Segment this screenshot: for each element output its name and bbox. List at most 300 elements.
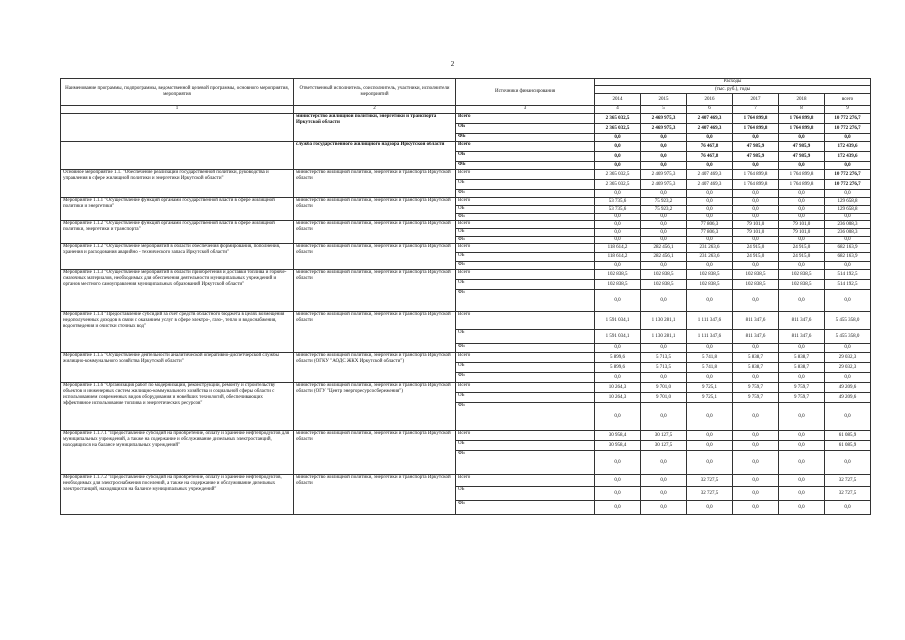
year-value-cell: 0,0 bbox=[779, 431, 825, 441]
total-cell: 0,0 bbox=[825, 134, 871, 142]
year-value-cell: 0,0 bbox=[641, 152, 687, 162]
responsible-cell: министерство жилищной политики, энергетики и транспорта Иркутской области bbox=[294, 198, 456, 221]
table-row bbox=[61, 353, 871, 363]
year-value-cell: 76 467,8 bbox=[687, 142, 733, 152]
year-value-cell: 102 838,5 bbox=[733, 280, 779, 290]
source-cell: ОБ bbox=[456, 206, 595, 214]
table-row bbox=[61, 221, 871, 229]
source-cell: Всего bbox=[456, 114, 595, 124]
year-value-cell: 118 614,2 bbox=[595, 244, 641, 253]
table-row bbox=[61, 244, 871, 253]
source-cell: ОБ bbox=[456, 441, 595, 451]
source-cell: ОБ bbox=[456, 280, 595, 290]
header-year: 2014 bbox=[595, 94, 641, 106]
year-value-cell: 0,0 bbox=[687, 501, 733, 515]
event-name-cell: Мероприятие 1.1.5 "Осуществление деятельности аналитической оперативно-диспетчерской службы жилищно-коммунального хозяйства Иркутской области" bbox=[61, 353, 294, 383]
event-name-cell: Мероприятие 1.1.2 "Осуществление функций органами государственной власти в сфере жилищной политики, энергетики и транспорта" bbox=[61, 221, 294, 244]
year-value-cell: 1 764 899,8 bbox=[733, 170, 779, 180]
total-cell: 0,0 bbox=[825, 501, 871, 515]
year-value-cell: 102 838,5 bbox=[595, 270, 641, 280]
column-index: 9 bbox=[825, 106, 871, 114]
year-value-cell: 2 407 469,3 bbox=[687, 170, 733, 180]
year-value-cell: 0,0 bbox=[733, 198, 779, 206]
year-value-cell: 0,0 bbox=[779, 290, 825, 312]
year-value-cell: 9 759,7 bbox=[779, 383, 825, 393]
event-name-cell: Мероприятие 1.1.4 "Предоставление субсидий за счет средств областного бюджета в целях возмещения недополученных доходов в связи с оказанием услуг в сфере электро-, газо-, тепло и водоснабжения, водоотведения и очистки сточных вод" bbox=[61, 312, 294, 353]
year-value-cell: 0,0 bbox=[733, 475, 779, 487]
year-value-cell: 47 985,9 bbox=[733, 152, 779, 162]
year-value-cell: 0,0 bbox=[595, 237, 641, 244]
year-value-cell: 0,0 bbox=[687, 403, 733, 431]
year-value-cell: 1 591 034,1 bbox=[595, 312, 641, 330]
event-name-cell: Основное мероприятие 1.1. "Обеспечение реализации государственной политики, руководства и управления в сфере жилищной политики и энергетики Иркутской области" bbox=[61, 170, 294, 198]
source-cell: ФБ bbox=[456, 237, 595, 244]
year-value-cell: 102 838,5 bbox=[595, 280, 641, 290]
total-cell: 61 085,9 bbox=[825, 441, 871, 451]
year-value-cell: 1 111 347,6 bbox=[687, 312, 733, 330]
total-cell: 5 455 358,0 bbox=[825, 312, 871, 330]
year-value-cell: 102 838,5 bbox=[687, 270, 733, 280]
year-value-cell: 0,0 bbox=[779, 487, 825, 501]
header-year: 2015 bbox=[641, 94, 687, 106]
year-value-cell: 5 899,6 bbox=[595, 363, 641, 373]
year-value-cell: 0,0 bbox=[595, 214, 641, 221]
year-value-cell: 0,0 bbox=[641, 487, 687, 501]
year-value-cell: 0,0 bbox=[595, 190, 641, 198]
year-value-cell: 0,0 bbox=[641, 142, 687, 152]
total-cell: 514 192,5 bbox=[825, 280, 871, 290]
year-value-cell: 2 365 032,5 bbox=[595, 124, 641, 134]
total-cell: 0,0 bbox=[825, 237, 871, 244]
year-value-cell: 102 838,5 bbox=[779, 270, 825, 280]
year-value-cell: 79 101,0 bbox=[733, 229, 779, 237]
total-cell: 32 727,5 bbox=[825, 475, 871, 487]
year-value-cell: 9 759,7 bbox=[733, 383, 779, 393]
year-value-cell: 0,0 bbox=[733, 451, 779, 475]
year-value-cell: 5 741,8 bbox=[687, 363, 733, 373]
year-value-cell: 0,0 bbox=[595, 290, 641, 312]
year-value-cell: 75 923,2 bbox=[641, 206, 687, 214]
year-value-cell: 5 713,5 bbox=[641, 363, 687, 373]
total-cell: 10 772 276,7 bbox=[825, 124, 871, 134]
year-value-cell: 0,0 bbox=[733, 441, 779, 451]
year-value-cell: 0,0 bbox=[595, 152, 641, 162]
total-cell: 0,0 bbox=[825, 451, 871, 475]
source-cell: ОБ bbox=[456, 152, 595, 162]
year-value-cell: 0,0 bbox=[687, 373, 733, 383]
year-value-cell: 102 838,5 bbox=[779, 280, 825, 290]
source-cell: ФБ bbox=[456, 290, 595, 312]
source-cell: Всего bbox=[456, 221, 595, 229]
year-value-cell: 79 101,0 bbox=[733, 221, 779, 229]
source-cell: ОБ bbox=[456, 253, 595, 262]
year-value-cell: 0,0 bbox=[687, 190, 733, 198]
total-cell: 682 163,9 bbox=[825, 253, 871, 262]
year-value-cell: 0,0 bbox=[641, 373, 687, 383]
total-cell: 236 008,3 bbox=[825, 229, 871, 237]
year-value-cell: 24 915,0 bbox=[779, 253, 825, 262]
table-row bbox=[61, 383, 871, 393]
table-row bbox=[61, 270, 871, 280]
year-value-cell: 2 469 975,3 bbox=[641, 114, 687, 124]
source-cell: Всего bbox=[456, 270, 595, 280]
year-value-cell: 0,0 bbox=[733, 403, 779, 431]
responsible-cell: министерство жилищной политики, энергетики и транспорта Иркутской области bbox=[294, 431, 456, 475]
year-value-cell: 102 838,5 bbox=[733, 270, 779, 280]
header-year: 2017 bbox=[733, 94, 779, 106]
total-cell: 0,0 bbox=[825, 262, 871, 270]
year-value-cell: 0,0 bbox=[779, 237, 825, 244]
year-value-cell: 5 899,6 bbox=[595, 353, 641, 363]
year-value-cell: 0,0 bbox=[641, 237, 687, 244]
source-cell: ФБ bbox=[456, 403, 595, 431]
responsible-cell: министерство жилищной политики, энергетики и транспорта Иркутской области (ОГКУ "АОДС ЖКХ Иркутской области") bbox=[294, 353, 456, 383]
year-value-cell: 30 958,4 bbox=[595, 441, 641, 451]
source-cell: Всего bbox=[456, 431, 595, 441]
year-value-cell: 1 764 899,8 bbox=[733, 180, 779, 190]
source-cell: ОБ bbox=[456, 363, 595, 373]
year-value-cell: 282 456,1 bbox=[641, 253, 687, 262]
year-value-cell: 75 923,2 bbox=[641, 198, 687, 206]
year-value-cell: 0,0 bbox=[733, 344, 779, 353]
year-value-cell: 0,0 bbox=[733, 373, 779, 383]
year-value-cell: 2 365 032,5 bbox=[595, 180, 641, 190]
year-value-cell: 0,0 bbox=[733, 431, 779, 441]
responsible-cell: министерство жилищной политики, энергетики и транспорта Иркутской области (ОГУ "Центр энергоресурсосбережения") bbox=[294, 383, 456, 431]
source-cell: Всего bbox=[456, 475, 595, 487]
year-value-cell: 0,0 bbox=[779, 451, 825, 475]
year-value-cell: 0,0 bbox=[687, 134, 733, 142]
source-cell: Всего bbox=[456, 142, 595, 152]
year-value-cell: 0,0 bbox=[779, 344, 825, 353]
year-value-cell: 24 915,0 bbox=[733, 244, 779, 253]
header-units: (тыс. руб.), годы bbox=[595, 86, 871, 94]
responsible-cell: министерство жилищной политики, энергетики и транспорта Иркутской области bbox=[294, 170, 456, 198]
year-value-cell: 102 838,5 bbox=[641, 270, 687, 280]
source-cell: Всего bbox=[456, 353, 595, 363]
year-value-cell: 0,0 bbox=[733, 134, 779, 142]
year-value-cell: 0,0 bbox=[733, 262, 779, 270]
total-cell: 29 032,3 bbox=[825, 353, 871, 363]
column-index: 3 bbox=[456, 106, 595, 114]
column-index: 2 bbox=[294, 106, 456, 114]
year-value-cell: 0,0 bbox=[687, 214, 733, 221]
source-cell: Всего bbox=[456, 312, 595, 330]
total-cell: 29 032,3 bbox=[825, 363, 871, 373]
year-value-cell: 0,0 bbox=[641, 403, 687, 431]
responsible-cell: министерство жилищной политики, энергетики и транспорта Иркутской области bbox=[294, 312, 456, 353]
table-row bbox=[61, 198, 871, 206]
year-value-cell: 2 407 469,3 bbox=[687, 180, 733, 190]
responsible-cell: министерство жилищной политики, энергетики и транспорта Иркутской области bbox=[294, 270, 456, 312]
year-value-cell: 0,0 bbox=[595, 451, 641, 475]
year-value-cell: 5 713,5 bbox=[641, 353, 687, 363]
responsible-cell: служба государственного жилищного надзора Иркутской области bbox=[294, 142, 456, 170]
year-value-cell: 0,0 bbox=[733, 206, 779, 214]
event-name-cell: Мероприятие 1.1.3 "Осуществление мероприятий в области приобретения и доставки топлива и горюче-смазочных материалов, необходимых для обеспечения деятельности муниципальных учреждений и органов местного самоуправления муниципальных образований Иркутской области" bbox=[61, 270, 294, 312]
year-value-cell: 0,0 bbox=[779, 403, 825, 431]
year-value-cell: 2 469 975,3 bbox=[641, 180, 687, 190]
year-value-cell: 0,0 bbox=[595, 475, 641, 487]
responsible-cell: министерство жилищной политики, энергетики и транспорта Иркутской области bbox=[294, 244, 456, 270]
expenses-table bbox=[60, 78, 871, 515]
year-value-cell: 0,0 bbox=[779, 190, 825, 198]
year-value-cell: 47 985,9 bbox=[779, 152, 825, 162]
year-value-cell: 0,0 bbox=[687, 162, 733, 170]
table-row bbox=[61, 114, 871, 124]
year-value-cell: 0,0 bbox=[641, 501, 687, 515]
source-cell: ФБ bbox=[456, 134, 595, 142]
year-value-cell: 53 735,6 bbox=[595, 198, 641, 206]
year-value-cell: 30 127,5 bbox=[641, 431, 687, 441]
year-value-cell: 0,0 bbox=[641, 162, 687, 170]
year-value-cell: 10 264,3 bbox=[595, 383, 641, 393]
source-cell: ФБ bbox=[456, 214, 595, 221]
total-cell: 129 658,8 bbox=[825, 206, 871, 214]
year-value-cell: 0,0 bbox=[595, 142, 641, 152]
year-value-cell: 0,0 bbox=[595, 344, 641, 353]
header-name: Наименование программы, подпрограммы, ведомственной целевой программы, основного мероприятия, мероприятия bbox=[61, 79, 294, 106]
total-cell: 49 209,6 bbox=[825, 383, 871, 393]
total-cell: 129 658,8 bbox=[825, 198, 871, 206]
year-value-cell: 5 838,7 bbox=[779, 353, 825, 363]
year-value-cell: 30 958,4 bbox=[595, 431, 641, 441]
year-value-cell: 0,0 bbox=[779, 162, 825, 170]
year-value-cell: 0,0 bbox=[641, 214, 687, 221]
year-value-cell: 30 127,5 bbox=[641, 441, 687, 451]
column-index: 1 bbox=[61, 106, 294, 114]
year-value-cell: 77 806,3 bbox=[687, 221, 733, 229]
year-value-cell: 9 701,0 bbox=[641, 393, 687, 403]
year-value-cell: 0,0 bbox=[595, 221, 641, 229]
year-value-cell: 2 365 032,5 bbox=[595, 170, 641, 180]
event-name-cell: Мероприятие 1.1.2 "Осуществление мероприятий в области обеспечения формирования, пополнения, хранения и расходования аварийно - технического запаса Иркутской области" bbox=[61, 244, 294, 270]
table-row bbox=[61, 170, 871, 180]
table-row bbox=[61, 475, 871, 487]
year-value-cell: 0,0 bbox=[733, 190, 779, 198]
year-value-cell: 0,0 bbox=[733, 290, 779, 312]
responsible-cell: министерство жилищной политики, энергетики и транспорта Иркутской области bbox=[294, 221, 456, 244]
year-value-cell: 5 741,8 bbox=[687, 353, 733, 363]
year-value-cell: 1 764 899,8 bbox=[779, 170, 825, 180]
year-value-cell: 1 764 899,8 bbox=[779, 180, 825, 190]
source-cell: Всего bbox=[456, 198, 595, 206]
year-value-cell: 0,0 bbox=[595, 162, 641, 170]
header-year: 2018 bbox=[779, 94, 825, 106]
table-row bbox=[61, 431, 871, 441]
total-cell: 0,0 bbox=[825, 403, 871, 431]
event-name-cell: Мероприятие 1.1.7.1 "Предоставление субсидий на приобретение, оплату и хранение нефтепродуктов для муниципальных учреждений, а также на содержание и обслуживание дизельных электростанций, находящихся на балансе муниципальных учреждений" bbox=[61, 431, 294, 475]
source-cell: ОБ bbox=[456, 180, 595, 190]
year-value-cell: 0,0 bbox=[595, 134, 641, 142]
year-value-cell: 0,0 bbox=[641, 475, 687, 487]
year-value-cell: 1 764 899,8 bbox=[733, 124, 779, 134]
year-value-cell: 53 735,6 bbox=[595, 206, 641, 214]
year-value-cell: 9 725,1 bbox=[687, 393, 733, 403]
year-value-cell: 1 591 034,1 bbox=[595, 330, 641, 344]
year-value-cell: 2 469 975,3 bbox=[641, 124, 687, 134]
year-value-cell: 1 764 899,8 bbox=[779, 114, 825, 124]
year-value-cell: 0,0 bbox=[779, 198, 825, 206]
year-value-cell: 32 727,5 bbox=[687, 487, 733, 501]
total-cell: 0,0 bbox=[825, 344, 871, 353]
source-cell: ОБ bbox=[456, 229, 595, 237]
source-cell: ФБ bbox=[456, 190, 595, 198]
year-value-cell: 0,0 bbox=[687, 290, 733, 312]
source-cell: ФБ bbox=[456, 262, 595, 270]
total-cell: 0,0 bbox=[825, 162, 871, 170]
total-cell: 236 008,3 bbox=[825, 221, 871, 229]
total-cell: 10 772 276,7 bbox=[825, 170, 871, 180]
year-value-cell: 0,0 bbox=[687, 431, 733, 441]
column-index: 6 bbox=[687, 106, 733, 114]
total-cell: 172 439,6 bbox=[825, 142, 871, 152]
year-value-cell: 0,0 bbox=[641, 229, 687, 237]
year-value-cell: 9 759,7 bbox=[779, 393, 825, 403]
total-cell: 5 455 358,0 bbox=[825, 330, 871, 344]
year-value-cell: 5 838,7 bbox=[733, 363, 779, 373]
event-name-cell: Мероприятие 1.1.7.2 "Предоставление субсидий на приобретение, оплату и хранение нефтепродуктов, необходимых для электроснабжения поселений, а также на содержание и обслуживание дизельных электростанций, находящихся на балансе муниципальных учреждений" bbox=[61, 475, 294, 515]
source-cell: Всего bbox=[456, 170, 595, 180]
year-value-cell: 102 838,5 bbox=[641, 280, 687, 290]
year-value-cell: 0,0 bbox=[687, 344, 733, 353]
year-value-cell: 0,0 bbox=[595, 262, 641, 270]
year-value-cell: 0,0 bbox=[779, 134, 825, 142]
year-value-cell: 0,0 bbox=[641, 451, 687, 475]
year-value-cell: 2 407 469,3 bbox=[687, 124, 733, 134]
year-value-cell: 1 130 281,1 bbox=[641, 312, 687, 330]
header-responsible: Ответственный исполнитель, соисполнитель, участники, исполнители мероприятий bbox=[294, 79, 456, 106]
year-value-cell: 79 101,0 bbox=[779, 229, 825, 237]
source-cell: ОБ bbox=[456, 330, 595, 344]
total-cell: 49 209,6 bbox=[825, 393, 871, 403]
year-value-cell: 0,0 bbox=[779, 501, 825, 515]
year-value-cell: 1 130 281,1 bbox=[641, 330, 687, 344]
year-value-cell: 0,0 bbox=[779, 475, 825, 487]
year-value-cell: 0,0 bbox=[641, 344, 687, 353]
source-cell: ОБ bbox=[456, 124, 595, 134]
responsible-cell: министерство жилищной политики, энергетики и транспорта Иркутской области bbox=[294, 114, 456, 142]
source-cell: ОБ bbox=[456, 393, 595, 403]
total-cell: 514 192,5 bbox=[825, 270, 871, 280]
year-value-cell: 2 365 032,5 bbox=[595, 114, 641, 124]
year-value-cell: 24 915,0 bbox=[733, 253, 779, 262]
event-name-cell bbox=[61, 114, 294, 142]
source-cell: ОБ bbox=[456, 487, 595, 501]
column-index: 5 bbox=[641, 106, 687, 114]
source-cell: ФБ bbox=[456, 451, 595, 475]
total-cell: 10 772 276,7 bbox=[825, 180, 871, 190]
year-value-cell: 811 347,6 bbox=[779, 330, 825, 344]
year-value-cell: 811 347,6 bbox=[733, 312, 779, 330]
table-row bbox=[61, 142, 871, 152]
total-cell: 0,0 bbox=[825, 373, 871, 383]
total-cell: 172 439,6 bbox=[825, 152, 871, 162]
year-value-cell: 2 407 469,3 bbox=[687, 114, 733, 124]
column-index: 8 bbox=[779, 106, 825, 114]
year-value-cell: 0,0 bbox=[687, 198, 733, 206]
event-name-cell: Мероприятие 1.1.1 "Осуществление функций органами государственной власти в сфере жилищной политики и энергетики" bbox=[61, 198, 294, 221]
total-cell: 682 163,9 bbox=[825, 244, 871, 253]
page-number: 2 bbox=[450, 60, 455, 68]
year-value-cell: 0,0 bbox=[733, 214, 779, 221]
total-cell: 0,0 bbox=[825, 214, 871, 221]
year-value-cell: 0,0 bbox=[595, 487, 641, 501]
total-cell: 0,0 bbox=[825, 290, 871, 312]
table-row bbox=[61, 312, 871, 330]
year-value-cell: 811 347,6 bbox=[779, 312, 825, 330]
year-value-cell: 0,0 bbox=[733, 162, 779, 170]
year-value-cell: 231 263,6 bbox=[687, 253, 733, 262]
year-value-cell: 32 727,5 bbox=[687, 475, 733, 487]
source-cell: Всего bbox=[456, 244, 595, 253]
year-value-cell: 1 111 347,6 bbox=[687, 330, 733, 344]
year-value-cell: 0,0 bbox=[595, 403, 641, 431]
year-value-cell: 77 806,3 bbox=[687, 229, 733, 237]
year-value-cell: 5 838,7 bbox=[733, 353, 779, 363]
source-cell: Всего bbox=[456, 383, 595, 393]
year-value-cell: 0,0 bbox=[641, 262, 687, 270]
year-value-cell: 0,0 bbox=[641, 290, 687, 312]
year-value-cell: 79 101,0 bbox=[779, 221, 825, 229]
source-cell: ФБ bbox=[456, 501, 595, 515]
year-value-cell: 5 838,7 bbox=[779, 363, 825, 373]
year-value-cell: 0,0 bbox=[733, 501, 779, 515]
column-index: 4 bbox=[595, 106, 641, 114]
year-value-cell: 0,0 bbox=[641, 134, 687, 142]
year-value-cell: 102 838,5 bbox=[687, 280, 733, 290]
source-cell: ФБ bbox=[456, 373, 595, 383]
year-value-cell: 0,0 bbox=[687, 451, 733, 475]
year-value-cell: 231 263,6 bbox=[687, 244, 733, 253]
year-value-cell: 0,0 bbox=[687, 262, 733, 270]
year-value-cell: 47 985,9 bbox=[733, 142, 779, 152]
year-value-cell: 0,0 bbox=[595, 373, 641, 383]
event-name-cell: Мероприятие 1.1.6 "Организация работ по модернизации, реконструкции, ремонту и строительству объектов и инженерных систем жилищно-коммунального хозяйства и социальной сферы области с использованием современных видов оборудования и новейших технологий, обеспечивающих эффективное использование топлива и энергетических ресурсов" bbox=[61, 383, 294, 431]
source-cell: ФБ bbox=[456, 344, 595, 353]
year-value-cell: 24 915,0 bbox=[779, 244, 825, 253]
total-cell: 10 772 276,7 bbox=[825, 114, 871, 124]
header-year: всего bbox=[825, 94, 871, 106]
year-value-cell: 0,0 bbox=[595, 501, 641, 515]
year-value-cell: 10 264,3 bbox=[595, 393, 641, 403]
year-value-cell: 0,0 bbox=[641, 190, 687, 198]
year-value-cell: 0,0 bbox=[779, 373, 825, 383]
year-value-cell: 76 467,8 bbox=[687, 152, 733, 162]
year-value-cell: 0,0 bbox=[687, 237, 733, 244]
year-value-cell: 2 469 975,3 bbox=[641, 170, 687, 180]
year-value-cell: 0,0 bbox=[687, 206, 733, 214]
year-value-cell: 1 764 899,8 bbox=[779, 124, 825, 134]
year-value-cell: 47 985,9 bbox=[779, 142, 825, 152]
header-source: Источники финансирования bbox=[456, 79, 595, 106]
responsible-cell: министерство жилищной политики, энергетики и транспорта Иркутской области bbox=[294, 475, 456, 515]
total-cell: 61 085,9 bbox=[825, 431, 871, 441]
header-expenses: Расходы bbox=[595, 79, 871, 86]
year-value-cell: 0,0 bbox=[641, 221, 687, 229]
header-year: 2016 bbox=[687, 94, 733, 106]
year-value-cell: 0,0 bbox=[687, 441, 733, 451]
year-value-cell: 0,0 bbox=[779, 206, 825, 214]
year-value-cell: 282 456,1 bbox=[641, 244, 687, 253]
year-value-cell: 811 347,6 bbox=[733, 330, 779, 344]
year-value-cell: 0,0 bbox=[595, 229, 641, 237]
year-value-cell: 0,0 bbox=[733, 237, 779, 244]
source-cell: ФБ bbox=[456, 162, 595, 170]
year-value-cell: 0,0 bbox=[779, 441, 825, 451]
total-cell: 32 727,5 bbox=[825, 487, 871, 501]
year-value-cell: 0,0 bbox=[733, 487, 779, 501]
